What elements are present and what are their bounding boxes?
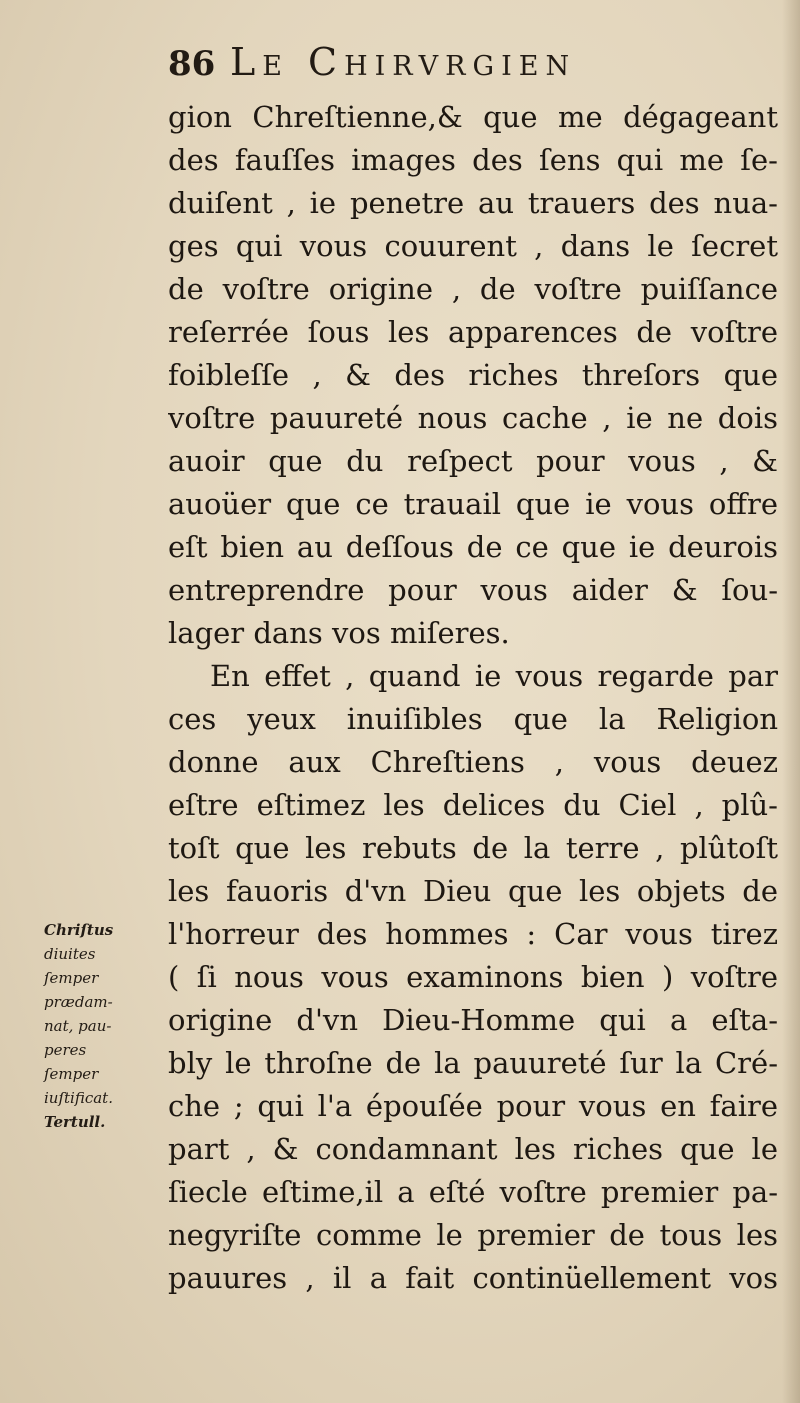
text-line: entreprendre pour vous aider & ſou- (168, 573, 778, 607)
text-line: ( ſi nous vous examinons bien ) voſtre (168, 960, 778, 994)
text-line: voſtre pauureté nous cache , ie ne dois (168, 401, 778, 435)
margin-note (44, 918, 156, 1134)
page-edge-shadow (782, 0, 800, 1403)
paragraph-start-line: En effet , quand ie vous regarde par (210, 659, 778, 693)
page-header (168, 40, 576, 92)
text-line: ces yeux inuiſibles que la Religion (168, 702, 778, 736)
running-head: Le Chirvrgien (230, 40, 577, 84)
text-line: l'horreur des hommes : Car vous tirez (168, 917, 778, 951)
text-line: part , & condamnant les riches que le (168, 1132, 778, 1166)
paragraph-end-line: lager dans vos miſeres. (168, 616, 510, 650)
text-line: auoüer que ce trauail que ie vous offre (168, 487, 778, 521)
text-line: toſt que les rebuts de la terre , plûtoſt (168, 831, 778, 865)
text-line: che ; qui l'a épouſée pour vous en faire (168, 1089, 778, 1123)
margin-note-line: Chriſtus (44, 921, 114, 939)
margin-note-line: ſemper (44, 1065, 99, 1083)
body-text (168, 96, 778, 1300)
margin-note-line: iuſtificat. (44, 1089, 113, 1107)
text-line: eſt bien au deſſous de ce que ie deurois (168, 530, 778, 564)
margin-note-source: Tertull. (44, 1113, 106, 1131)
text-line: ſiecle eſtime,il a eſté voſtre premier pa- (168, 1175, 778, 1209)
text-line: foibleſſe , & des riches threſors que (168, 358, 778, 392)
text-line: reſerrée ſous les apparences de voſtre (168, 315, 778, 349)
margin-note-line: diuites (44, 945, 96, 963)
margin-note-line: prædam- (44, 993, 113, 1011)
text-line: gion Chreſtienne,& que me dégageant (168, 100, 778, 134)
text-line: origine d'vn Dieu-Homme qui a eſta- (168, 1003, 778, 1037)
text-line: bly le throſne de la pauureté ſur la Cré- (168, 1046, 778, 1080)
text-line: eſtre eſtimez les delices du Ciel , plû- (168, 788, 778, 822)
margin-note-line: peres (44, 1041, 87, 1059)
text-line: donne aux Chreſtiens , vous deuez (168, 745, 778, 779)
margin-note-line: nat, pau- (44, 1017, 112, 1035)
text-line: de voſtre origine , de voſtre puiſſance (168, 272, 778, 306)
page-number: 86 (168, 44, 216, 84)
margin-note-line: ſemper (44, 969, 99, 987)
text-line: ges qui vous couurent , dans le ſecret (168, 229, 778, 263)
text-line: negyriſte comme le premier de tous les (168, 1218, 778, 1252)
text-line: des fauſſes images des ſens qui me ſe- (168, 143, 778, 177)
text-line: duiſent , ie penetre au trauers des nua- (168, 186, 778, 220)
text-line: les fauoris d'vn Dieu que les objets de (168, 874, 778, 908)
text-line: pauures , il a fait continüellement vos (168, 1261, 778, 1295)
text-line: auoir que du reſpect pour vous , & (168, 444, 778, 478)
